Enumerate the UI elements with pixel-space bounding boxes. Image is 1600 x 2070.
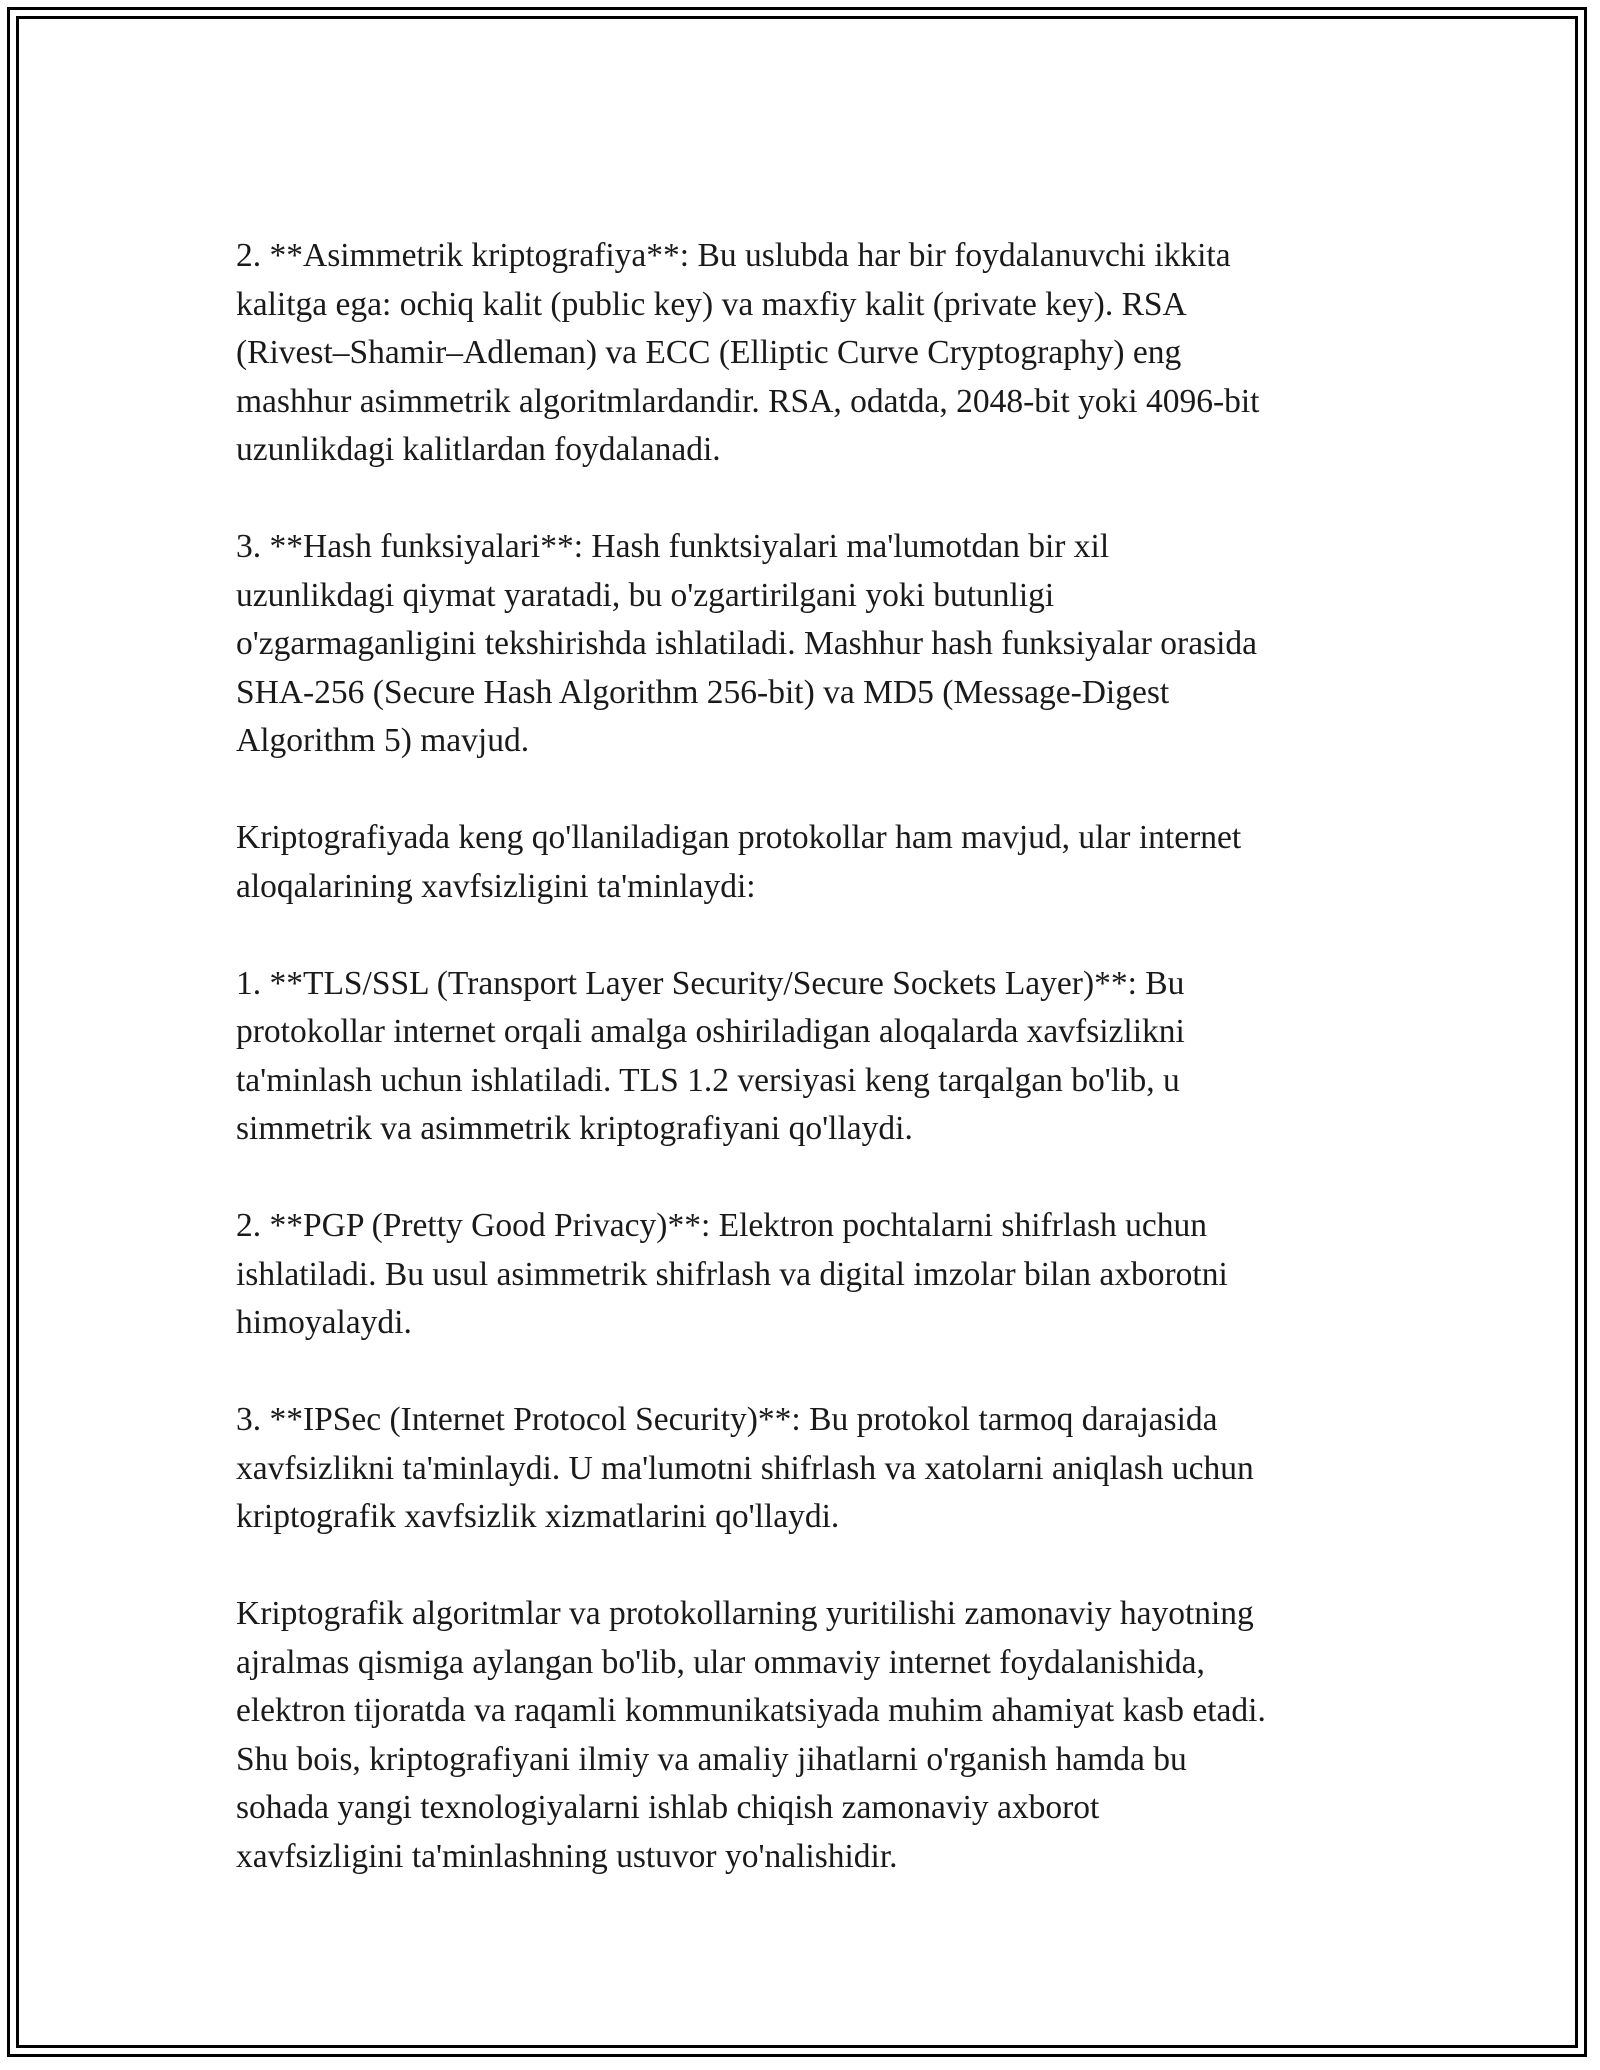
paragraph-conclusion: Kriptografik algoritmlar va protokollarning yuritilishi zamonaviy hayotning ajralmas qismiga aylangan bo'lib, ular ommaviy internet foydalanishida, elektron tijoratda va raqamli kommunikatsiyada muhim ahamiyat kasb etadi. Shu bois, kriptografiyani ilmiy va amaliy jihatlarni o'rganish hamda bu sohada yangi texnologiyalarni ishlab chiqish zamonaviy axborot xavfsizligini ta'minlashning ustuvor yo'nalishidir. <box>236 1595 1266 1875</box>
paragraph-asymmetric-cryptography: 2. **Asimmetrik kriptografiya**: Bu uslubda har bir foydalanuvchi ikkita kalitga ega: ochiq kalit (public key) va maxfiy kalit (private key). RSA (Rivest–Shamir–Adleman) va ECC (Elliptic Curve Cryptography) eng mashhur asimmetrik algoritmlardandir. RSA, odatda, 2048-bit yoki 4096-bit uzunlikdagi kalitlardan foydalanadi. <box>236 237 1260 468</box>
paragraph-hash-functions: 3. **Hash funksiyalari**: Hash funktsiyalari ma'lumotdan bir xil uzunlikdagi qiymat yaratadi, bu o'zgartirilgani yoki butunligi o'zgarmaganligini tekshirishda ishlatiladi. Mashhur hash funksiyalar orasida SHA-256 (Secure Hash Algorithm 256-bit) va MD5 (Message-Digest Algorithm 5) mavjud. <box>236 528 1258 759</box>
paragraph-pgp: 2. **PGP (Pretty Good Privacy)**: Elektron pochtalarni shifrlash uchun ishlatiladi. Bu usul asimmetrik shifrlash va digital imzolar bilan axborotni himoyalaydi. <box>236 1207 1228 1341</box>
paragraph-tls-ssl: 1. **TLS/SSL (Transport Layer Security/Secure Sockets Layer)**: Bu protokollar internet orqali amalga oshiriladigan aloqalarda xavfsizlikni ta'minlash uchun ishlatiladi. TLS 1.2 versiyasi keng tarqalgan bo'lib, u simmetrik va asimmetrik kriptografiyani qo'llaydi. <box>236 964 1185 1147</box>
document-body <box>236 232 1386 1881</box>
paragraph-ipsec: 3. **IPSec (Internet Protocol Security)**: Bu protokol tarmoq darajasida xavfsizlikni ta'minlaydi. U ma'lumotni shifrlash va xatolarni aniqlash uchun kriptografik xavfsizlik xizmatlarini qo'llaydi. <box>236 1401 1254 1535</box>
paragraph-protocols-intro: Kriptografiyada keng qo'llaniladigan protokollar ham mavjud, ular internet aloqalarining xavfsizligini ta'minlaydi: <box>236 819 1242 905</box>
